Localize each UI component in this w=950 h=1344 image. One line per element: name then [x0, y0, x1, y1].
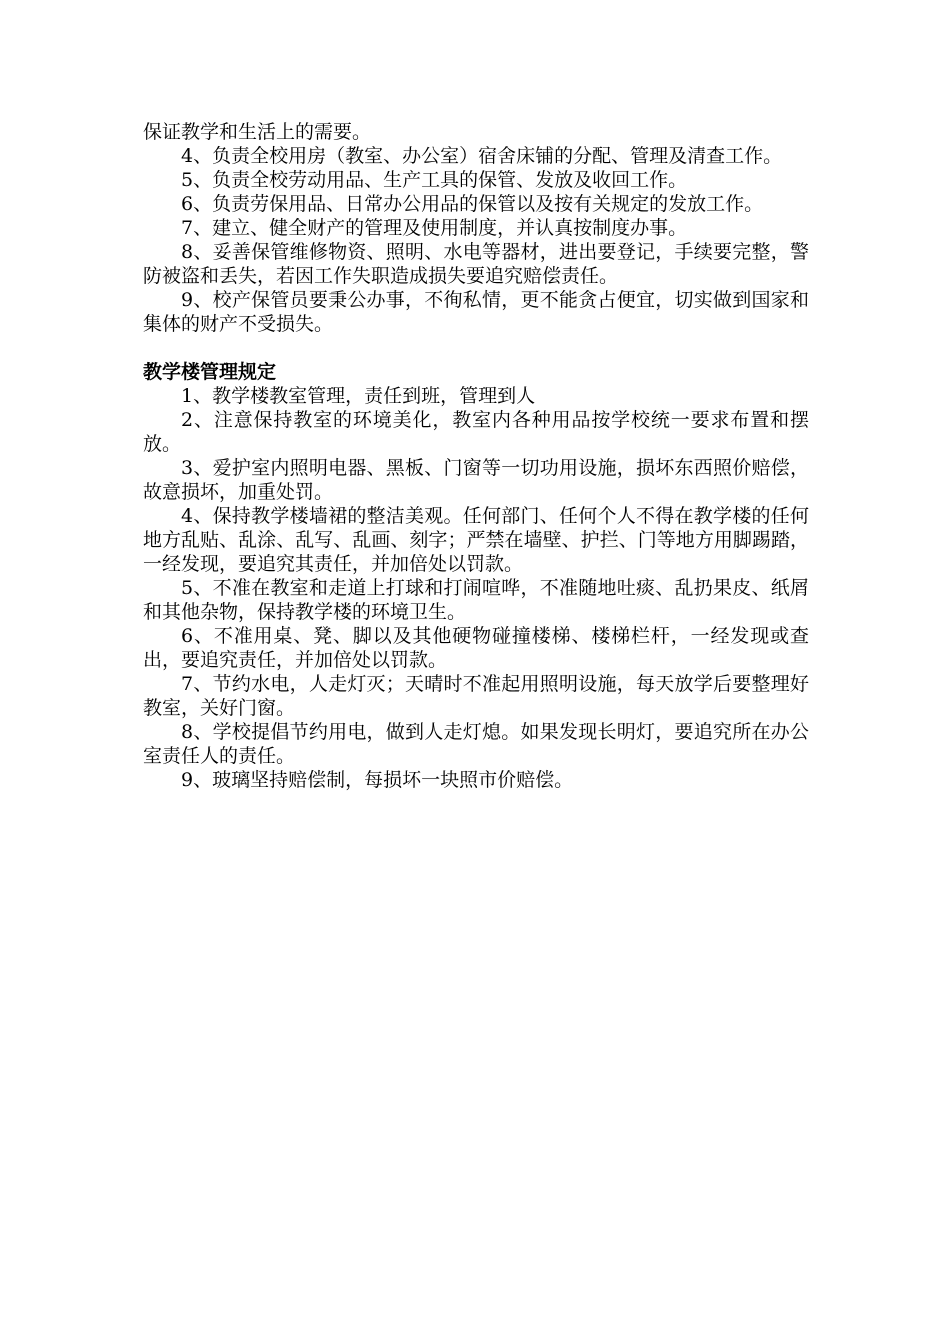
rule-item-4: 4、保持教学楼墙裙的整洁美观。任何部门、任何个人不得在教学楼的任何地方乱贴、乱涂、乱写、乱画、刻字；严禁在墙壁、护拦、门等地方用脚踢踏，一经发现，要追究其责任，并加倍处以罚款。: [143, 505, 809, 575]
rule-item-7: 7、节约水电，人走灯灭；天晴时不准起用照明设施，每天放学后要整理好教室，关好门窗。: [143, 673, 809, 719]
section-heading: 教学楼管理规定: [143, 361, 277, 383]
paragraph-item-7: 7、建立、健全财产的管理及使用制度，并认真按制度办事。: [181, 217, 688, 239]
paragraph-item-6: 6、负责劳保用品、日常办公用品的保管以及按有关规定的发放工作。: [181, 193, 764, 215]
rule-item-3: 3、爱护室内照明电器、黑板、门窗等一切功用设施，损坏东西照价赔偿，故意损坏，加重处罚。: [143, 457, 809, 503]
document-page: [143, 120, 809, 792]
rule-item-1: 1、教学楼教室管理，责任到班，管理到人: [181, 385, 536, 407]
paragraph-item-8: 8、妥善保管维修物资、照明、水电等器材，进出要登记，手续要完整，警防被盗和丢失，若因工作失职造成损失要追究赔偿责任。: [143, 241, 809, 287]
paragraph-item-9: 9、校产保管员要秉公办事，不徇私情，更不能贪占便宜，切实做到国家和集体的财产不受损失。: [143, 289, 809, 335]
rule-item-2: 2、注意保持教室的环境美化，教室内各种用品按学校统一要求布置和摆放。: [143, 409, 809, 455]
rule-item-8: 8、学校提倡节约用电，做到人走灯熄。如果发现长明灯，要追究所在办公室责任人的责任。: [143, 721, 809, 767]
rule-item-9: 9、玻璃坚持赔偿制，每损坏一块照市价赔偿。: [181, 769, 574, 791]
paragraph-item-5: 5、负责全校劳动用品、生产工具的保管、发放及收回工作。: [181, 169, 688, 191]
rule-item-6: 6、不准用桌、凳、脚以及其他硬物碰撞楼梯、楼梯栏杆，一经发现或查出，要追究责任，并加倍处以罚款。: [143, 625, 809, 671]
paragraph-item-4: 4、负责全校用房（教室、办公室）宿舍床铺的分配、管理及清查工作。: [181, 145, 783, 167]
rule-item-5: 5、不准在教室和走道上打球和打闹喧哗，不准随地吐痰、乱扔果皮、纸屑和其他杂物，保持教学楼的环境卫生。: [143, 577, 809, 623]
section-gap: [143, 336, 809, 360]
paragraph-continuation: 保证教学和生活上的需要。: [143, 121, 372, 143]
